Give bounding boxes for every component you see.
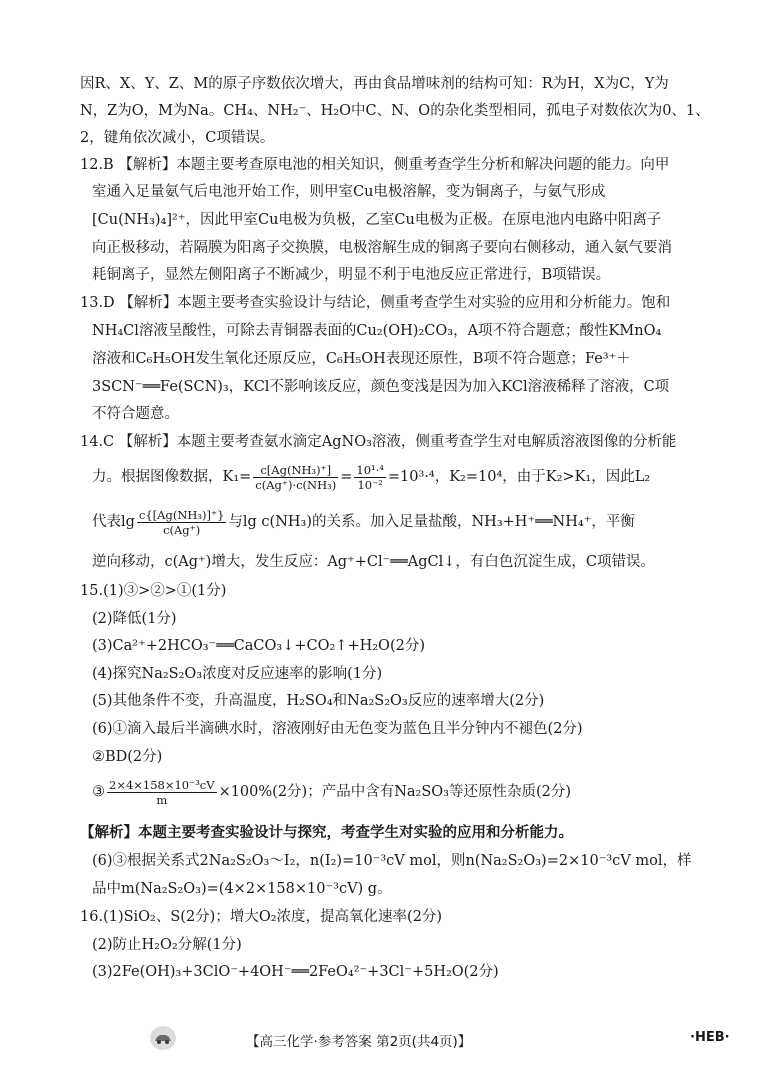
formula-line-k1: [92, 462, 724, 492]
text-line: 室通入足量氨气后电池开始工作，则甲室Cu电极溶解，变为铜离子，与氨气形成: [92, 184, 606, 200]
text-line: (2)降低(1分): [92, 611, 177, 627]
text-segment: =10³·⁴，K₂=10⁴，由于K₂>K₁，因此L₂: [387, 469, 651, 485]
fraction-denominator: 10⁻²: [357, 477, 383, 492]
footer-code: ·HEB·: [690, 1030, 730, 1045]
text-segment: ×100%(2分)；产品中含有Na₂SO₃等还原性杂质(2分): [218, 784, 572, 800]
text-line: 溶液和C₆H₅OH发生氧化还原反应，C₆H₅OH表现还原性，B项不符合题意；Fe³⁺＋: [92, 351, 631, 367]
fraction-denominator: c(Ag⁺)·c(NH₃): [255, 477, 337, 492]
fraction-denominator: m: [156, 792, 168, 807]
text-line: N，Z为O，M为Na。CH₄、NH₂⁻、H₂O中C、N、O的杂化类型相同，孤电子对数依次为0、1、: [80, 103, 710, 119]
fraction-numerator: c{[Ag(NH₃)]⁺}: [138, 507, 225, 522]
text-line: (4)探究Na₂S₂O₃浓度对反应速率的影响(1分): [92, 666, 383, 682]
text-line: 品中m(Na₂S₂O₃)=(4×2×158×10⁻³cV) g。: [92, 881, 392, 897]
text-segment: ③: [92, 784, 105, 800]
text-line: (6)①滴入最后半滴碘水时，溶液刚好由无色变为蓝色且半分钟内不褪色(2分): [92, 721, 583, 737]
answer-14-heading: 14.C 【解析】本题主要考查氨水滴定AgNO₃溶液，侧重考查学生对电解质溶液图像的分析能: [80, 434, 677, 450]
text-line: 因R、X、Y、Z、M的原子序数依次增大，再由食品增味剂的结构可知：R为H，X为C，Y为: [80, 76, 669, 92]
text-segment: =: [340, 469, 353, 485]
car-logo-icon: [150, 1026, 176, 1050]
page-footer: [0, 1026, 764, 1052]
text-segment: 力。根据图像数据，K₁=: [92, 469, 252, 485]
fraction-lg: [137, 508, 226, 537]
text-line: ②BD(2分): [92, 749, 163, 765]
text-line: 不符合题意。: [92, 406, 179, 422]
fraction-purity: [107, 778, 217, 807]
text-line: (5)其他条件不变，升高温度，H₂SO₄和Na₂S₂O₃反应的速率增大(2分): [92, 693, 545, 709]
answer-15-heading: 15.(1)③>②>①(1分): [80, 583, 227, 599]
text-line: (3)Ca²⁺+2HCO₃⁻══CaCO₃↓+CO₂↑+H₂O(2分): [92, 638, 425, 654]
fraction-k1: [253, 463, 338, 492]
text-line: 3SCN⁻══Fe(SCN)₃，KCl不影响该反应，颜色变浅是因为加入KCl溶液稀释了溶液，C项: [92, 379, 670, 395]
text-line: 逆向移动，c(Ag⁺)增大，发生反应：Ag⁺+Cl⁻══AgCl↓，有白色沉淀生成，C项错误。: [92, 554, 655, 570]
footer-label: 【高三化学·参考答案 第2页(共4页)】: [246, 1034, 472, 1050]
answer-12-heading: 12.B 【解析】本题主要考查原电池的相关知识，侧重考查学生分析和解决问题的能力。向甲: [80, 157, 670, 173]
text-segment: 代表lg: [92, 514, 135, 530]
analysis-heading: 【解析】本题主要考查实验设计与探究，考查学生对实验的应用和分析能力。: [80, 824, 573, 841]
text-segment: 与lg c(NH₃)的关系。加入足量盐酸，NH₃+H⁺══NH₄⁺，平衡: [228, 514, 635, 530]
fraction-value: [354, 463, 386, 492]
text-line: 2，键角依次减小，C项错误。: [80, 130, 275, 146]
fraction-numerator: 2×4×158×10⁻³cV: [109, 777, 215, 792]
answer-16-heading: 16.(1)SiO₂、S(2分)；增大O₂浓度，提高氧化速率(2分): [80, 909, 443, 925]
text-line: 向正极移动，若隔膜为阳离子交换膜，电极溶解生成的铜离子要向右侧移动，通入氨气要消: [92, 240, 672, 256]
formula-line-purity: [92, 777, 724, 807]
text-line: [Cu(NH₃)₄]²⁺，因此甲室Cu电极为负极，乙室Cu电极为正极。在原电池内电路中阳离子: [92, 212, 662, 228]
text-line: NH₄Cl溶液呈酸性，可除去青铜器表面的Cu₂(OH)₂CO₃，A项不符合题意；酸性KMnO₄: [92, 323, 662, 339]
formula-line-l2: [92, 507, 724, 537]
answer-13-heading: 13.D 【解析】本题主要考查实验设计与结论，侧重考查学生对实验的应用和分析能力。饱和: [80, 295, 671, 311]
fraction-denominator: c(Ag⁺): [163, 522, 201, 537]
fraction-numerator: 10¹·⁴: [356, 462, 384, 477]
text-line: 耗铜离子，显然左侧阳离子不断减少，明显不利于电池反应正常进行，B项错误。: [92, 267, 611, 283]
text-line: (3)2Fe(OH)₃+3ClO⁻+4OH⁻══2FeO₄²⁻+3Cl⁻+5H₂O(2分): [92, 964, 499, 980]
fraction-numerator: c[Ag(NH₃)⁺]: [253, 463, 338, 478]
text-line: (2)防止H₂O₂分解(1分): [92, 937, 242, 953]
text-line: (6)③根据关系式2Na₂S₂O₃～I₂，n(I₂)=10⁻³cV mol，则n(Na₂S₂O₃)=2×10⁻³cV mol，样: [92, 853, 692, 869]
